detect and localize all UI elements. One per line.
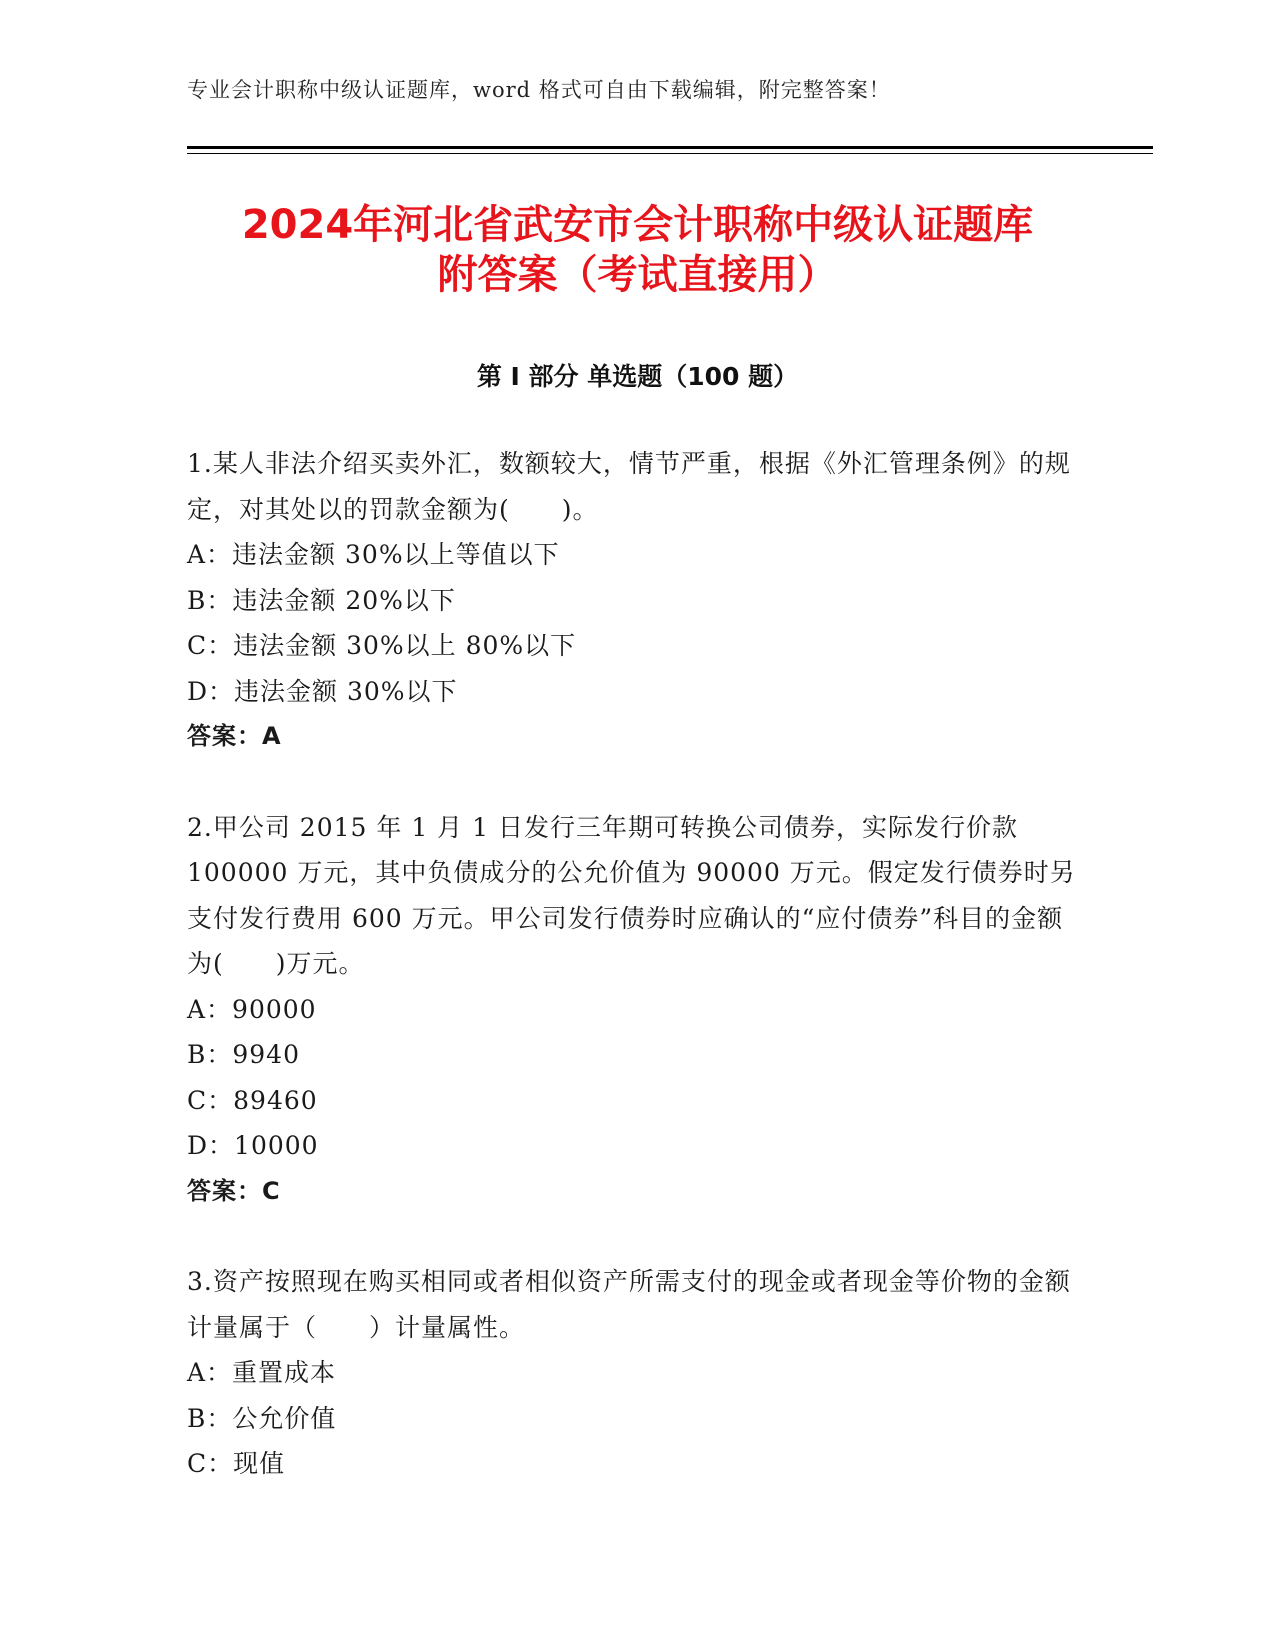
option-d: D：10000 [187, 1131, 319, 1160]
option-c: C：违法金额 30%以上 80%以下 [187, 631, 577, 660]
option-a: A：重置成本 [187, 1358, 337, 1387]
question-stem: 1.某人非法介绍买卖外汇，数额较大，情节严重，根据《外汇管理条例》的规定，对其处以的罚款金额为( )。 [187, 449, 1071, 524]
question-1 [187, 441, 1077, 760]
option-c: C：89460 [187, 1085, 318, 1115]
document-title-line-1: 2024年河北省武安市会计职称中级认证题库 [241, 202, 1034, 248]
question-stem: 2.甲公司 2015 年 1 月 1 日发行三年期可转换公司债券，实际发行价款 100000 万元，其中负债成分的公允价值为 90000 万元。假定发行债券时另支付发行费用 600 万元。甲公司发行债券时应确认的“应付债券”科目的金额为( )万元。 [187, 812, 1076, 978]
header-rule-thin [187, 153, 1153, 154]
option-c: C：现值 [187, 1449, 286, 1478]
header-note: 专业会计职称中级认证题库，word 格式可自由下载编辑，附完整答案！ [187, 78, 891, 102]
option-b: B：公允价值 [187, 1403, 337, 1433]
header-rule-thick [187, 146, 1153, 149]
answer: 答案：C [187, 1176, 281, 1205]
option-a: A：90000 [187, 994, 317, 1024]
question-list [187, 441, 1077, 1532]
option-a: A：违法金额 30%以上等值以下 [187, 540, 560, 569]
question-stem: 3.资产按照现在购买相同或者相似资产所需支付的现金或者现金等价物的金额计量属于（ ）计量属性。 [187, 1267, 1071, 1342]
option-d: D：违法金额 30%以下 [187, 676, 458, 706]
question-2 [187, 805, 1077, 1215]
section-title: 第 I 部分 单选题（100 题） [476, 362, 799, 391]
answer: 答案：A [187, 722, 282, 750]
question-3 [187, 1259, 1077, 1487]
document-title-line-2: 附答案（考试直接用） [437, 252, 838, 298]
option-b: B：违法金额 20%以下 [187, 585, 456, 615]
document-title [150, 200, 1125, 300]
option-b: B：9940 [187, 1040, 300, 1069]
